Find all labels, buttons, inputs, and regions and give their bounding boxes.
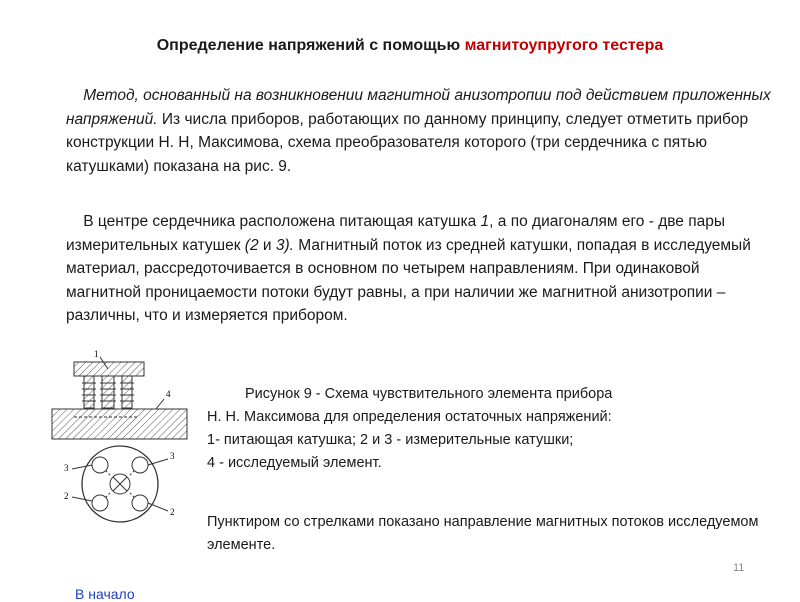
p2-num-2: (2 bbox=[244, 236, 259, 254]
fig-label-2-left: 2 bbox=[64, 491, 69, 501]
core-center bbox=[102, 376, 114, 408]
paragraph-method-italic: Метод, основанный на возникновении магнитной анизотропии под действием приложенных напряжений. bbox=[66, 87, 771, 128]
coil-top-right bbox=[132, 457, 148, 473]
figure-caption bbox=[207, 383, 767, 475]
title-prefix: Определение напряжений с помощью bbox=[156, 37, 465, 54]
fig-label-3-right: 3 bbox=[170, 451, 175, 461]
coil-top-left bbox=[92, 457, 108, 473]
test-element bbox=[52, 409, 187, 439]
fig-label-1: 1 bbox=[94, 349, 99, 359]
p2-text-2: , а по диагоналям его - две пары измерительных катушек bbox=[66, 213, 726, 254]
coil-bottom-right bbox=[132, 495, 148, 511]
flux-note: Пунктиром со стрелками показано направление магнитных потоков исследуемом элементе. bbox=[207, 514, 759, 553]
paragraph-description bbox=[66, 210, 776, 328]
core-left bbox=[84, 376, 94, 408]
p2-num-1: 1 bbox=[480, 213, 490, 230]
page-number: 11 bbox=[733, 562, 745, 574]
p2-text-3: и bbox=[258, 236, 276, 254]
fig-label-3-left: 3 bbox=[64, 463, 69, 473]
paragraph-method-text: Из числа приборов, работающих по данному принципу, следует отметить прибор конструкции Н. Н, Максимова, схема преобразователя которого (три сердечника с пятью катушками) показана на рис. 9. bbox=[66, 110, 749, 175]
caption-line-4: 4 - исследуемый элемент. bbox=[207, 455, 382, 471]
caption-line-2: Н. Н. Максимова для определения остаточных напряжений: bbox=[207, 409, 612, 425]
caption-line-1: Рисунок 9 - Схема чувствительного элемента прибора bbox=[245, 386, 613, 402]
caption-line-3: 1- питающая катушка; 2 и 3 - измерительные катушки; bbox=[207, 432, 574, 448]
title-highlight: магнитоупругого тестера bbox=[464, 37, 664, 54]
coil-bottom-left bbox=[92, 495, 108, 511]
p2-text-1: В центре сердечника расположена питающая катушка bbox=[83, 213, 481, 230]
yoke bbox=[74, 362, 144, 376]
fig-label-2-right: 2 bbox=[170, 507, 175, 517]
fig-label-4: 4 bbox=[166, 389, 171, 399]
sensor-diagram bbox=[44, 347, 194, 527]
core-right bbox=[122, 376, 132, 408]
p2-text-4: Магнитный поток из средней катушки, попадая в исследуемый материал, рассредоточивается в основном по четырем направлениям. При одинаковой магнитной проницаемости потоки будут равны, а при наличии же магнитной анизотропии – различны, что и измеряется прибором. bbox=[66, 236, 751, 324]
p2-num-3: 3). bbox=[275, 236, 294, 254]
back-to-start-link[interactable]: В начало bbox=[75, 586, 135, 602]
page-title bbox=[0, 37, 800, 55]
paragraph-method bbox=[66, 84, 776, 178]
